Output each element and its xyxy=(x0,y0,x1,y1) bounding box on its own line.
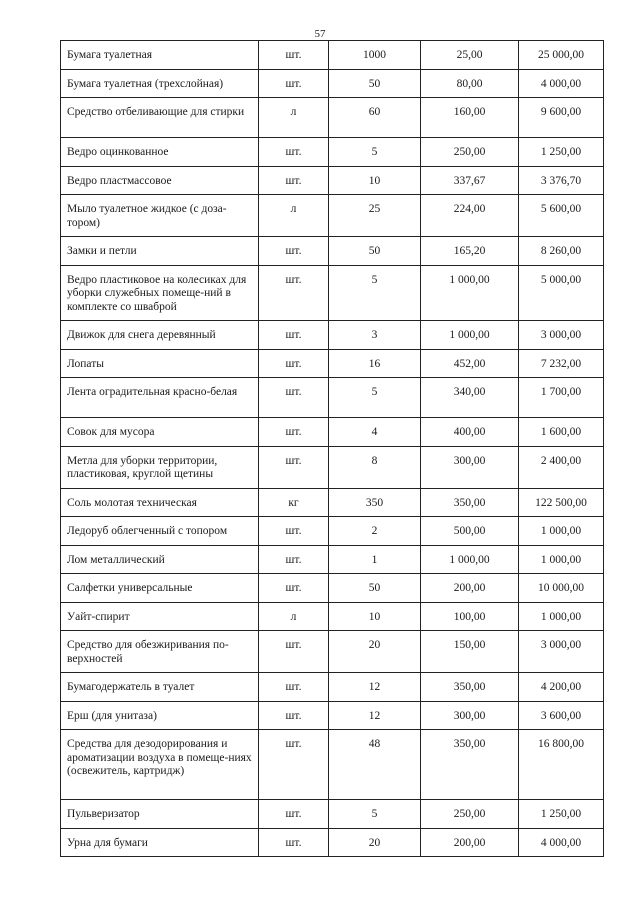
item-quantity-cell: 25 xyxy=(329,195,421,237)
item-quantity-cell: 50 xyxy=(329,237,421,266)
item-total-cell: 1 000,00 xyxy=(519,602,604,631)
table-row xyxy=(61,602,604,631)
item-name-cell: Ерш (для унитаза) xyxy=(61,701,259,730)
item-quantity-cell: 20 xyxy=(329,828,421,857)
item-price-cell: 150,00 xyxy=(421,631,519,673)
item-name-cell: Салфетки универсальные xyxy=(61,574,259,603)
item-name-cell: Совок для мусора xyxy=(61,418,259,447)
item-unit-cell: шт. xyxy=(259,631,329,673)
item-name-cell: Урна для бумаги xyxy=(61,828,259,857)
item-quantity-cell: 12 xyxy=(329,673,421,702)
item-name-cell: Средство отбеливающие для стирки xyxy=(61,98,259,138)
item-quantity-cell: 10 xyxy=(329,602,421,631)
item-unit-cell: шт. xyxy=(259,138,329,167)
item-unit-cell: шт. xyxy=(259,265,329,321)
table-row xyxy=(61,446,604,488)
item-name-cell: Бумага туалетная (трехслойная) xyxy=(61,69,259,98)
item-quantity-cell: 2 xyxy=(329,517,421,546)
item-unit-cell: шт. xyxy=(259,800,329,829)
table-row xyxy=(61,418,604,447)
table-row xyxy=(61,265,604,321)
item-price-cell: 224,00 xyxy=(421,195,519,237)
item-price-cell: 300,00 xyxy=(421,701,519,730)
item-price-cell: 1 000,00 xyxy=(421,545,519,574)
table-row xyxy=(61,237,604,266)
table-row xyxy=(61,166,604,195)
item-quantity-cell: 3 xyxy=(329,321,421,350)
item-price-cell: 250,00 xyxy=(421,800,519,829)
item-unit-cell: шт. xyxy=(259,349,329,378)
item-price-cell: 165,20 xyxy=(421,237,519,266)
item-name-cell: Пульверизатор xyxy=(61,800,259,829)
table-row xyxy=(61,378,604,418)
item-name-cell: Средства для дезодорирования и ароматизации воздуха в помеще-ниях (освежитель, картридж) xyxy=(61,730,259,800)
item-unit-cell: шт. xyxy=(259,446,329,488)
item-quantity-cell: 1000 xyxy=(329,41,421,70)
table-row xyxy=(61,701,604,730)
item-price-cell: 200,00 xyxy=(421,574,519,603)
item-price-cell: 1 000,00 xyxy=(421,321,519,350)
item-name-cell: Средство для обезжиривания по-верхностей xyxy=(61,631,259,673)
item-total-cell: 1 000,00 xyxy=(519,517,604,546)
item-price-cell: 350,00 xyxy=(421,488,519,517)
item-total-cell: 4 000,00 xyxy=(519,828,604,857)
item-total-cell: 1 250,00 xyxy=(519,138,604,167)
item-price-cell: 100,00 xyxy=(421,602,519,631)
page-number: 57 xyxy=(314,28,326,40)
item-total-cell: 3 600,00 xyxy=(519,701,604,730)
item-total-cell: 122 500,00 xyxy=(519,488,604,517)
item-total-cell: 5 000,00 xyxy=(519,265,604,321)
table-row xyxy=(61,545,604,574)
table-row xyxy=(61,349,604,378)
item-quantity-cell: 12 xyxy=(329,701,421,730)
items-table xyxy=(60,40,604,857)
item-unit-cell: шт. xyxy=(259,730,329,800)
item-name-cell: Замки и петли xyxy=(61,237,259,266)
item-quantity-cell: 8 xyxy=(329,446,421,488)
item-name-cell: Ведро пластмассовое xyxy=(61,166,259,195)
item-price-cell: 250,00 xyxy=(421,138,519,167)
item-price-cell: 200,00 xyxy=(421,828,519,857)
item-name-cell: Ведро пластиковое на колесиках для уборки служебных помеще-ний в комплекте со шваброй xyxy=(61,265,259,321)
item-total-cell: 9 600,00 xyxy=(519,98,604,138)
item-quantity-cell: 5 xyxy=(329,265,421,321)
item-unit-cell: шт. xyxy=(259,701,329,730)
item-name-cell: Бумагодержатель в туалет xyxy=(61,673,259,702)
item-name-cell: Ведро оцинкованное xyxy=(61,138,259,167)
table-row xyxy=(61,631,604,673)
item-total-cell: 4 000,00 xyxy=(519,69,604,98)
item-quantity-cell: 60 xyxy=(329,98,421,138)
item-quantity-cell: 5 xyxy=(329,800,421,829)
item-quantity-cell: 5 xyxy=(329,138,421,167)
item-total-cell: 1 000,00 xyxy=(519,545,604,574)
item-total-cell: 5 600,00 xyxy=(519,195,604,237)
item-unit-cell: шт. xyxy=(259,237,329,266)
item-total-cell: 1 700,00 xyxy=(519,378,604,418)
table-row xyxy=(61,321,604,350)
table-row xyxy=(61,828,604,857)
item-quantity-cell: 50 xyxy=(329,574,421,603)
item-quantity-cell: 48 xyxy=(329,730,421,800)
item-unit-cell: шт. xyxy=(259,673,329,702)
item-total-cell: 3 000,00 xyxy=(519,631,604,673)
item-total-cell: 4 200,00 xyxy=(519,673,604,702)
item-name-cell: Ледоруб облегченный с топором xyxy=(61,517,259,546)
table-row xyxy=(61,673,604,702)
item-quantity-cell: 4 xyxy=(329,418,421,447)
item-unit-cell: шт. xyxy=(259,517,329,546)
item-unit-cell: шт. xyxy=(259,545,329,574)
item-name-cell: Мыло туалетное жидкое (с доза-тором) xyxy=(61,195,259,237)
item-total-cell: 7 232,00 xyxy=(519,349,604,378)
table-row xyxy=(61,41,604,70)
item-price-cell: 1 000,00 xyxy=(421,265,519,321)
item-unit-cell: шт. xyxy=(259,41,329,70)
item-name-cell: Лента оградительная красно-белая xyxy=(61,378,259,418)
item-price-cell: 340,00 xyxy=(421,378,519,418)
item-price-cell: 452,00 xyxy=(421,349,519,378)
item-quantity-cell: 5 xyxy=(329,378,421,418)
item-price-cell: 160,00 xyxy=(421,98,519,138)
item-name-cell: Соль молотая техническая xyxy=(61,488,259,517)
item-quantity-cell: 50 xyxy=(329,69,421,98)
item-name-cell: Движок для снега деревянный xyxy=(61,321,259,350)
item-unit-cell: шт. xyxy=(259,166,329,195)
item-price-cell: 350,00 xyxy=(421,673,519,702)
items-table-body xyxy=(61,41,604,857)
item-total-cell: 10 000,00 xyxy=(519,574,604,603)
table-row xyxy=(61,517,604,546)
item-price-cell: 350,00 xyxy=(421,730,519,800)
item-name-cell: Лопаты xyxy=(61,349,259,378)
item-unit-cell: шт. xyxy=(259,378,329,418)
item-unit-cell: шт. xyxy=(259,69,329,98)
item-unit-cell: л xyxy=(259,98,329,138)
item-quantity-cell: 10 xyxy=(329,166,421,195)
item-total-cell: 3 376,70 xyxy=(519,166,604,195)
item-unit-cell: л xyxy=(259,602,329,631)
item-total-cell: 1 600,00 xyxy=(519,418,604,447)
table-row xyxy=(61,800,604,829)
item-total-cell: 2 400,00 xyxy=(519,446,604,488)
table-row xyxy=(61,574,604,603)
item-price-cell: 337,67 xyxy=(421,166,519,195)
table-row xyxy=(61,488,604,517)
item-total-cell: 25 000,00 xyxy=(519,41,604,70)
item-total-cell: 3 000,00 xyxy=(519,321,604,350)
item-price-cell: 400,00 xyxy=(421,418,519,447)
item-quantity-cell: 1 xyxy=(329,545,421,574)
table-row xyxy=(61,69,604,98)
item-quantity-cell: 16 xyxy=(329,349,421,378)
item-total-cell: 16 800,00 xyxy=(519,730,604,800)
item-unit-cell: кг xyxy=(259,488,329,517)
item-unit-cell: шт. xyxy=(259,574,329,603)
item-total-cell: 1 250,00 xyxy=(519,800,604,829)
table-row xyxy=(61,195,604,237)
item-total-cell: 8 260,00 xyxy=(519,237,604,266)
item-quantity-cell: 20 xyxy=(329,631,421,673)
item-name-cell: Метла для уборки территории, пластиковая, круглой щетины xyxy=(61,446,259,488)
item-name-cell: Уайт-спирит xyxy=(61,602,259,631)
item-price-cell: 25,00 xyxy=(421,41,519,70)
item-name-cell: Лом металлический xyxy=(61,545,259,574)
table-row xyxy=(61,98,604,138)
table-row xyxy=(61,730,604,800)
item-unit-cell: шт. xyxy=(259,828,329,857)
item-unit-cell: л xyxy=(259,195,329,237)
item-price-cell: 500,00 xyxy=(421,517,519,546)
item-price-cell: 80,00 xyxy=(421,69,519,98)
item-unit-cell: шт. xyxy=(259,321,329,350)
item-price-cell: 300,00 xyxy=(421,446,519,488)
item-quantity-cell: 350 xyxy=(329,488,421,517)
item-name-cell: Бумага туалетная xyxy=(61,41,259,70)
table-row xyxy=(61,138,604,167)
item-unit-cell: шт. xyxy=(259,418,329,447)
